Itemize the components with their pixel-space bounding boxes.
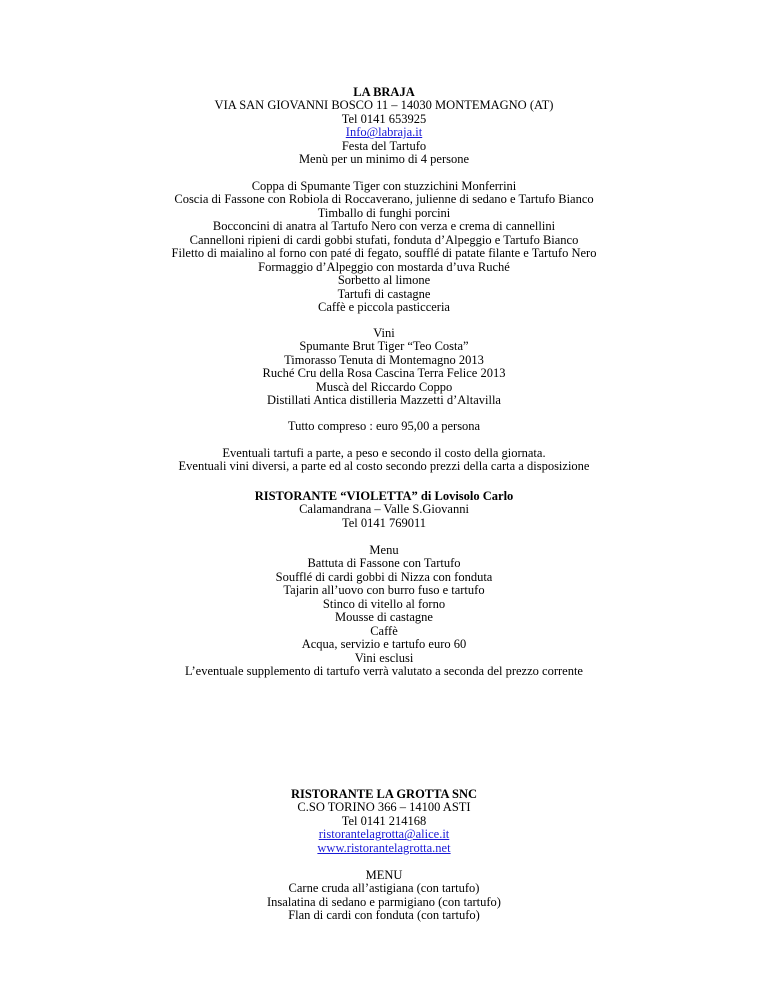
braja-event: Festa del Tartufo: [341, 138, 427, 153]
grotta-email-link[interactable]: ristorantelagrotta@alice.it: [318, 827, 450, 842]
violetta-menu-item: Battuta di Fassone con Tartufo: [307, 556, 461, 571]
braja-notes: [0, 447, 768, 474]
braja-wines: [0, 327, 768, 408]
violetta-menu: [0, 544, 768, 679]
grotta-address: C.SO TORINO 366 – 14100 ASTI: [297, 800, 471, 815]
braja-email-link[interactable]: Info@labraja.it: [345, 125, 423, 140]
braja-wine-item: Ruché Cru della Rosa Cascina Terra Felice 2013: [262, 366, 506, 381]
braja-wine-heading: Vini: [373, 326, 395, 340]
violetta-menu-item: L’eventuale supplemento di tartufo verrà valutato a seconda del prezzo corrente: [185, 664, 583, 679]
grotta-name: RISTORANTE LA GROTTA SNC: [290, 787, 478, 801]
violetta-header: [0, 490, 768, 530]
grotta-menu-heading: MENU: [365, 868, 403, 882]
grotta-website-link[interactable]: www.ristorantelagrotta.net: [317, 840, 451, 855]
grotta-menu-item: Insalatina di sedano e parmigiano (con tartufo): [267, 894, 501, 909]
braja-menu-item: Filetto di maialino al forno con paté di fegato, soufflé di patate filante e Tartufo Nero: [171, 246, 597, 261]
braja-price: [0, 420, 768, 433]
violetta-menu-item: Tajarin all’uovo con burro fuso e tartufo: [283, 583, 485, 598]
grotta-tel: Tel 0141 214168: [341, 813, 427, 828]
braja-menu-item: Formaggio d’Alpeggio con mostarda d’uva Ruché: [258, 259, 510, 274]
braja-note: Eventuali tartufi a parte, a peso e secondo il costo della giornata.: [222, 446, 546, 460]
braja-wine-item: Muscà del Riccardo Coppo: [315, 379, 453, 394]
grotta-menu: [0, 869, 768, 923]
grotta-menu-item: Flan di cardi con fonduta (con tartufo): [288, 908, 480, 923]
violetta-tel: Tel 0141 769011: [341, 515, 427, 530]
braja-wine-item: Timorasso Tenuta di Montemagno 2013: [284, 352, 484, 367]
grotta-header: [0, 788, 768, 855]
violetta-menu-item: Soufflé di cardi gobbi di Nizza con fonduta: [275, 569, 493, 584]
braja-menu-item: Coppa di Spumante Tiger con stuzzichini Monferrini: [251, 179, 517, 193]
braja-price-line: Tutto compreso : euro 95,00 a persona: [287, 419, 481, 433]
braja-name: LA BRAJA: [353, 85, 415, 99]
braja-min-note: Menù per un minimo di 4 persone: [298, 152, 470, 167]
braja-note: Eventuali vini diversi, a parte ed al costo secondo prezzi della carta a disposizione: [178, 459, 590, 474]
braja-menu-item: Sorbetto al limone: [337, 273, 431, 288]
braja-tel: Tel 0141 653925: [341, 111, 427, 126]
braja-menu-item: Cannelloni ripieni di cardi gobbi stufati, fonduta d’Alpeggio e Tartufo Bianco: [189, 232, 579, 247]
violetta-menu-item: Vini esclusi: [354, 650, 414, 665]
violetta-menu-item: Caffè: [370, 623, 398, 638]
braja-menu: [0, 180, 768, 315]
braja-address: VIA SAN GIOVANNI BOSCO 11 – 14030 MONTEMAGNO (AT): [214, 98, 554, 113]
violetta-menu-item: Acqua, servizio e tartufo euro 60: [301, 637, 467, 652]
violetta-location: Calamandrana – Valle S.Giovanni: [299, 502, 469, 517]
violetta-name: RISTORANTE “VIOLETTA” di Lovisolo Carlo: [254, 489, 514, 503]
grotta-menu-item: Carne cruda all’astigiana (con tartufo): [288, 881, 480, 896]
braja-menu-item: Tartufi di castagne: [337, 286, 431, 301]
braja-wine-item: Distillati Antica distilleria Mazzetti d’Altavilla: [267, 393, 501, 408]
braja-menu-item: Timballo di funghi porcini: [317, 205, 451, 220]
braja-wine-item: Spumante Brut Tiger “Teo Costa”: [299, 339, 469, 354]
braja-menu-item: Bocconcini di anatra al Tartufo Nero con verza e crema di cannellini: [212, 219, 556, 234]
braja-menu-item: Coscia di Fassone con Robiola di Roccaverano, julienne di sedano e Tartufo Bianco: [174, 192, 594, 207]
violetta-menu-item: Stinco di vitello al forno: [322, 596, 446, 611]
braja-header: [0, 86, 768, 167]
violetta-menu-heading: Menu: [369, 543, 399, 557]
violetta-menu-item: Mousse di castagne: [335, 610, 433, 625]
braja-menu-item: Caffè e piccola pasticceria: [318, 300, 450, 315]
